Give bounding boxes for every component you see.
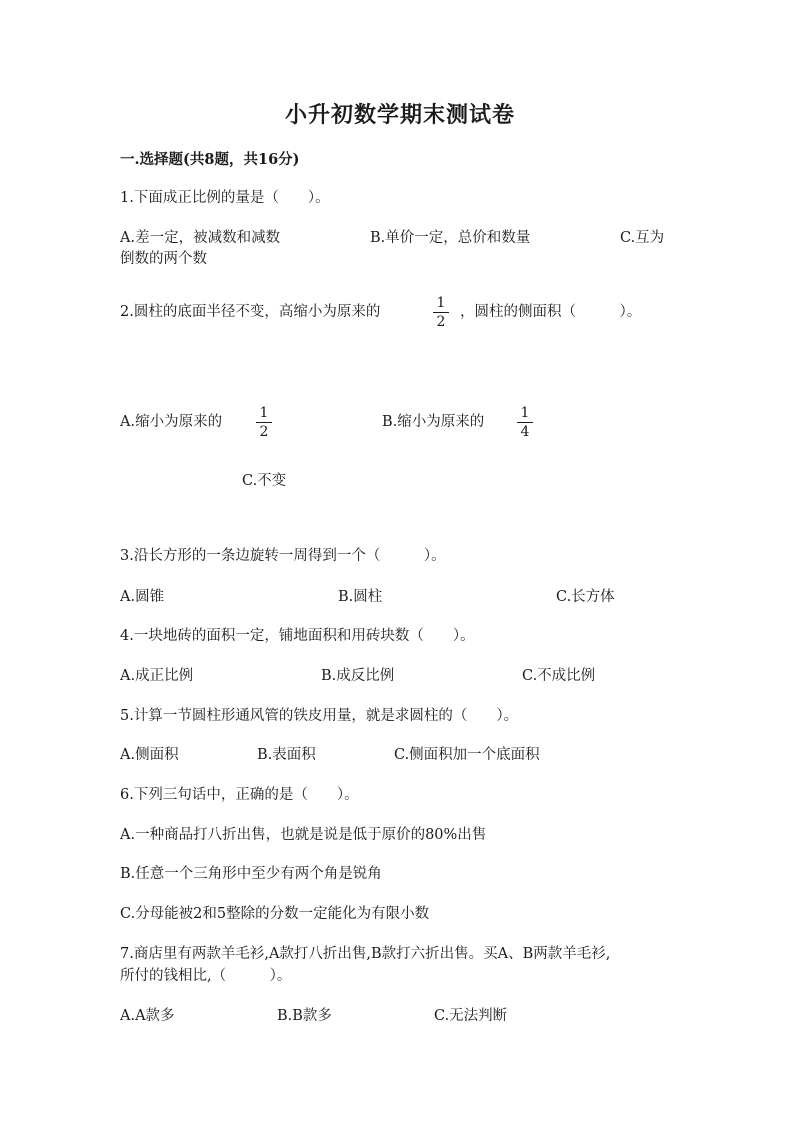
option-c[interactable]: C.长方体	[556, 589, 615, 605]
fraction-one-half	[431, 295, 451, 330]
option-a[interactable]: A.一种商品打八折出售，也就是说是低于原价的80%出售	[120, 827, 487, 843]
question-stem: 1.下面成正比例的量是（ ）。	[120, 190, 330, 206]
question-stem-wrap: 所付的钱相比,（ ）。	[120, 968, 292, 984]
page-title: 小升初数学期末测试卷	[284, 102, 515, 128]
fraction-numerator: 1	[436, 295, 446, 311]
section-heading: 一.选择题(共8题，共16分)	[120, 151, 300, 168]
option-b[interactable]: B.表面积	[257, 747, 316, 763]
option-c[interactable]: C.分母能被2和5整除的分数一定能化为有限小数	[120, 906, 430, 922]
option-c[interactable]: C.不变	[242, 473, 287, 489]
fraction-numerator: 1	[259, 405, 269, 421]
fraction-denominator: 2	[259, 424, 269, 440]
fraction-denominator: 4	[520, 424, 530, 440]
option-b[interactable]: B.任意一个三角形中至少有两个角是锐角	[120, 866, 382, 882]
question-stem: 7.商店里有两款羊毛衫,A款打八折出售,B款打六折出售。买A、B两款羊毛衫,	[120, 946, 611, 962]
option-a[interactable]: A.成正比例	[120, 668, 194, 684]
option-b[interactable]: B.单价一定，总价和数量	[370, 230, 531, 246]
option-b[interactable]: B.成反比例	[321, 668, 395, 684]
question-stem: 4.一块地砖的面积一定，铺地面积和用砖块数（ ）。	[120, 628, 475, 644]
fraction-denominator: 2	[436, 314, 446, 330]
fraction-bar	[256, 422, 272, 423]
option-c[interactable]: C.无法判断	[434, 1008, 508, 1024]
question-stem: 5.计算一节圆柱形通风管的铁皮用量，就是求圆柱的（ ）。	[120, 708, 519, 724]
fraction-one-half	[254, 405, 274, 440]
option-c[interactable]: C.不成比例	[522, 668, 596, 684]
option-c[interactable]: C.侧面积加一个底面积	[394, 747, 540, 763]
option-a[interactable]: A.差一定，被减数和减数	[120, 230, 281, 246]
option-c[interactable]: C.互为	[620, 230, 665, 246]
option-a[interactable]: A.A款多	[120, 1008, 175, 1024]
fraction-numerator: 1	[520, 405, 530, 421]
fraction-one-quarter	[515, 405, 535, 440]
fraction-bar	[517, 422, 533, 423]
option-b[interactable]: B.圆柱	[338, 589, 383, 605]
option-a[interactable]: A.侧面积	[120, 747, 179, 763]
option-a[interactable]: A.缩小为原来的	[120, 414, 223, 430]
question-stem: 6.下列三句话中，正确的是（ ）。	[120, 787, 359, 803]
fraction-bar	[433, 312, 449, 313]
question-stem: 2.圆柱的底面半径不变，高缩小为原来的	[120, 304, 381, 320]
question-stem-tail: ，圆柱的侧面积（ ）。	[460, 304, 642, 320]
option-a[interactable]: A.圆锥	[120, 589, 165, 605]
option-b[interactable]: B.缩小为原来的	[382, 414, 485, 430]
option-b[interactable]: B.B款多	[277, 1008, 332, 1024]
question-stem: 3.沿长方形的一条边旋转一周得到一个（ ）。	[120, 548, 446, 564]
option-c-wrap: 倒数的两个数	[120, 251, 207, 267]
